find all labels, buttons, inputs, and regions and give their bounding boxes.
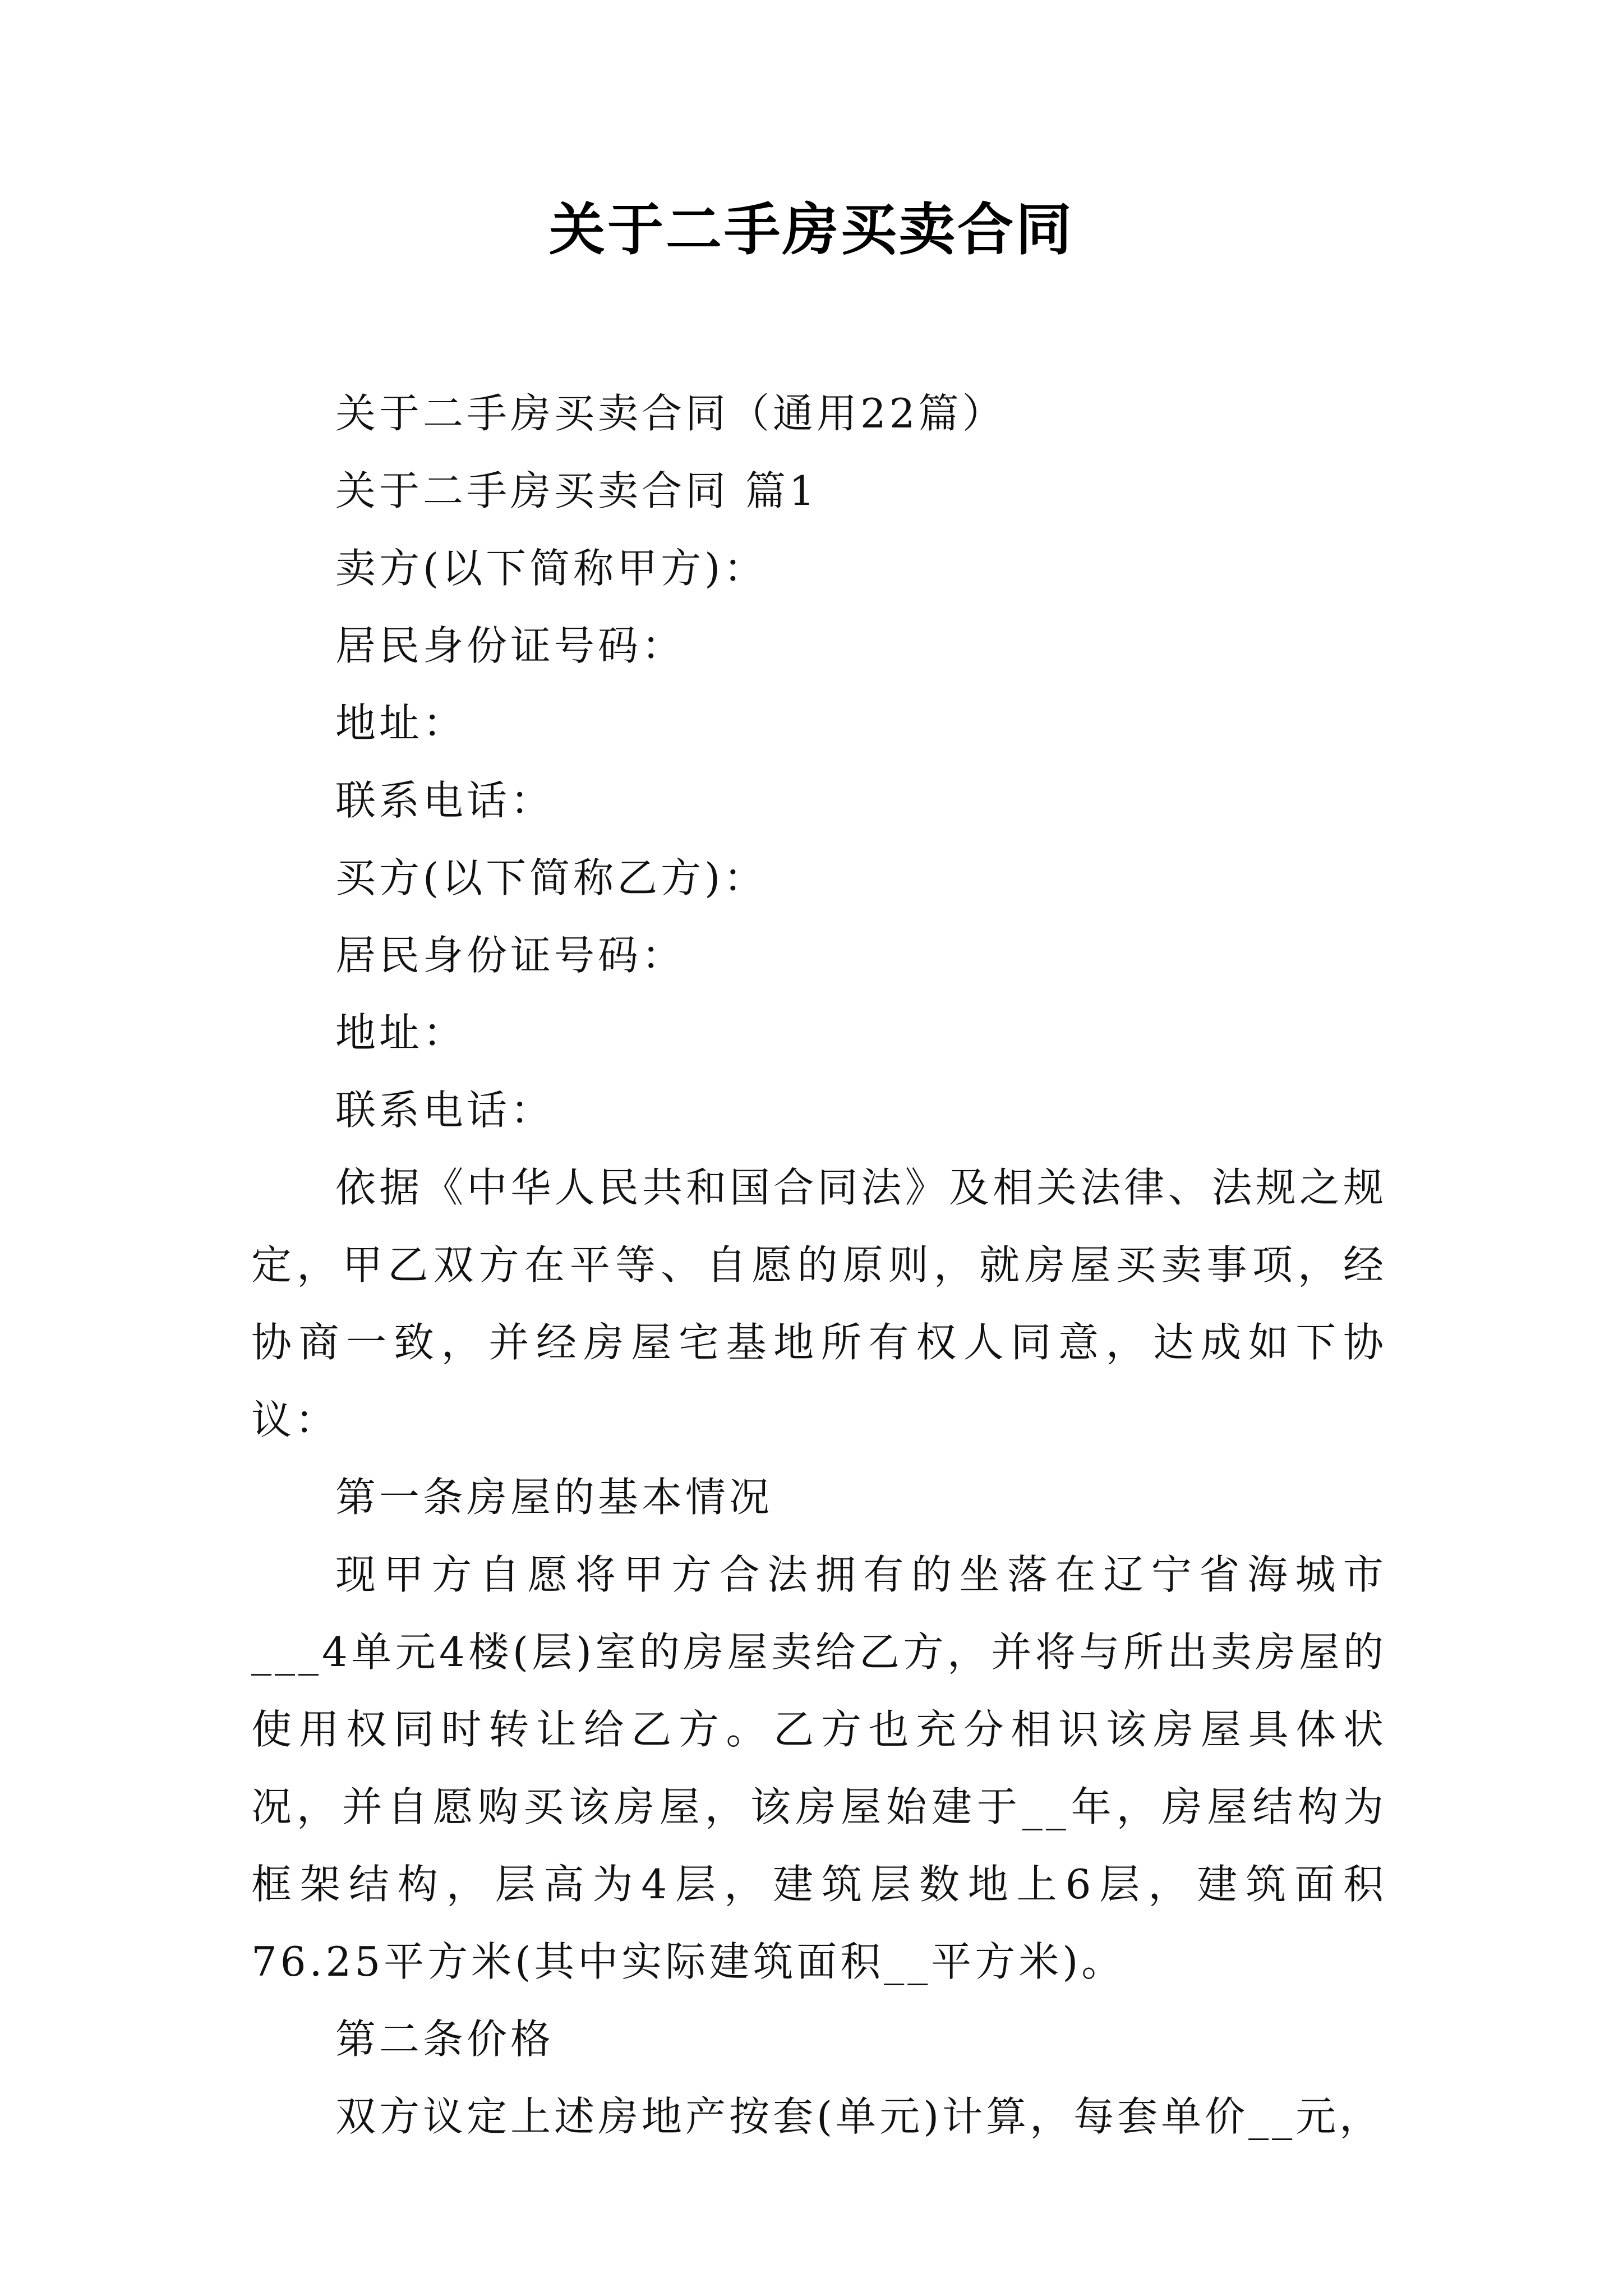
buyer-id-line: 居民身份证号码：	[335, 932, 686, 979]
seller-phone-line: 联系电话：	[335, 777, 555, 824]
seller-line: 卖方(以下简称甲方)：	[335, 545, 768, 592]
article-2-heading: 第二条价格	[335, 2016, 555, 2063]
article-1-paragraph: 现甲方自愿将甲方合法拥有的坐落在辽宁省海城市___4单元4楼(层)室的房屋卖给乙方，并将与所出卖房屋的使用权同时转让给乙方。乙方也充分相识该房屋具体状况，并自愿购买该房屋，该房屋始建于__年，房屋结构为框架结构，层高为4层，建筑层数地上6层，建筑面积76.25平方米(其中实际建筑面积__平方米)。	[251, 1551, 1387, 1985]
seller-id-line: 居民身份证号码：	[335, 622, 686, 669]
article-1-heading: 第一条房屋的基本情况	[335, 1474, 773, 1521]
buyer-phone-line: 联系电话：	[335, 1087, 555, 1134]
subtitle-paragraph: 关于二手房买卖合同（通用22篇）	[335, 390, 1006, 437]
seller-address-line: 地址：	[335, 700, 467, 747]
document-body	[251, 375, 1387, 2155]
buyer-address-line: 地址：	[335, 1009, 467, 1056]
document-title: 关于二手房买卖合同	[549, 197, 1074, 263]
buyer-line: 买方(以下简称乙方)：	[335, 854, 768, 901]
section-heading: 关于二手房买卖合同 篇1	[335, 467, 818, 514]
preamble-paragraph: 依据《中华人民共和国合同法》及相关法律、法规之规定，甲乙双方在平等、自愿的原则，就房屋买卖事项，经协商一致，并经房屋宅基地所有权人同意，达成如下协议：	[251, 1164, 1387, 1443]
article-2-paragraph: 双方议定上述房地产按套(单元)计算，每套单价__元，	[335, 2093, 1384, 2140]
